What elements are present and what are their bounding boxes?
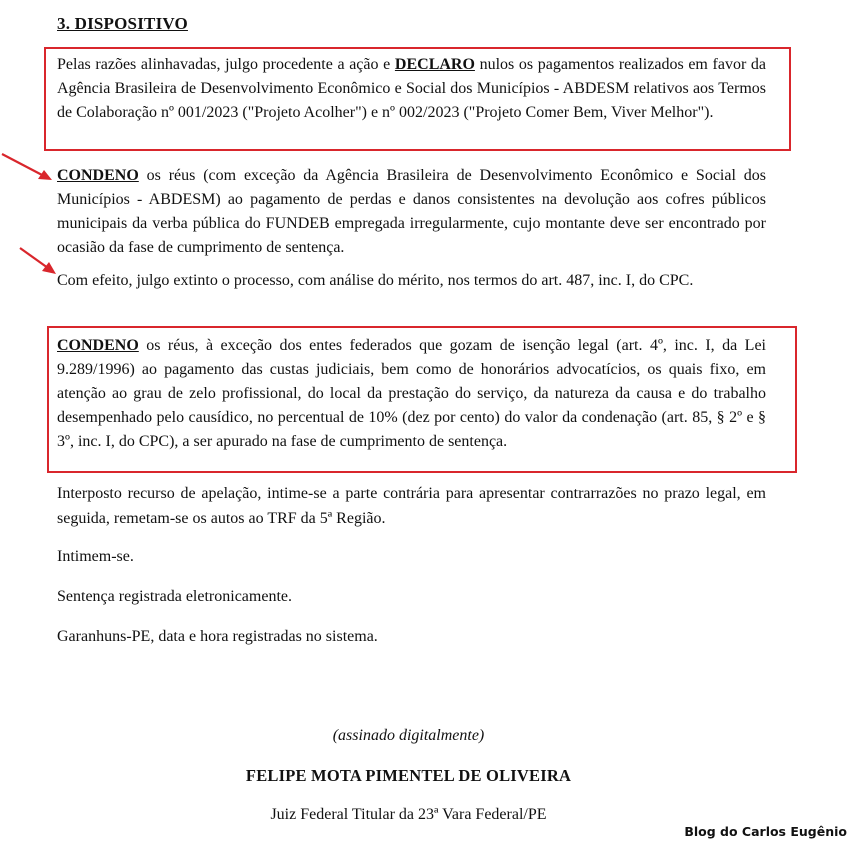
paragraph-extinto: Com efeito, julgo extinto o processo, com análise do mérito, nos termos do art. 487, inc. I, do CPC. <box>57 272 694 289</box>
section-heading: 3. DISPOSITIVO <box>57 14 188 33</box>
paragraph-declaro-prefix: Pelas razões alinhavadas, julgo procedente a ação e <box>57 56 395 73</box>
signature-name: FELIPE MOTA PIMENTEL DE OLIVEIRA <box>245 766 572 785</box>
red-arrow-icon <box>0 152 56 182</box>
red-arrow-icon <box>18 246 58 276</box>
paragraph-declaro <box>57 53 766 125</box>
paragraph-declaro-suffix: nulos os pagamentos realizados em favor da Agência Brasileira de Desenvolvimento Econômico e Social dos Municípios - ABDESM relativos aos Termos de Colaboração nº 001/2023 ("Projeto Acolher") e nº 002/2023 ("Projeto Comer Bem, Viver Melhor"). <box>57 56 767 121</box>
keyword-condeno-1: CONDENO <box>57 167 139 184</box>
paragraph-condeno-custas <box>57 334 766 454</box>
paragraph-condeno-custas-text: os réus, à exceção dos entes federados que gozam de isenção legal (art. 4º, inc. I, da Lei 9.289/1996) ao pagamento das custas judiciais, bem como de honorários advocatícios, os quais fixo, em atenção ao grau de zelo profissional, do local da prestação do serviço, da natureza da causa e do trabalho desempenhado pelo causídico, no percentual de 10% (dez por cento) do valor da condenação (art. 85, § 2º e § 3º, inc. I, do CPC), a ser apurado na fase de cumprimento de sentença. <box>57 337 766 450</box>
signature-note: (assinado digitalmente) <box>332 727 485 744</box>
paragraph-recurso: Interposto recurso de apelação, intime-se a parte contrária para apresentar contrarrazões no prazo legal, em seguida, remetam-se os autos ao TRF da 5ª Região. <box>57 485 766 527</box>
paragraph-registrada: Sentença registrada eletronicamente. <box>57 588 292 605</box>
paragraph-local-data: Garanhuns-PE, data e hora registradas no sistema. <box>57 628 378 645</box>
keyword-condeno-2: CONDENO <box>57 337 139 354</box>
paragraph-condeno-perdas-text: os réus (com exceção da Agência Brasileira de Desenvolvimento Econômico e Social dos Municípios - ABDESM) ao pagamento de perdas e danos consistentes na devolução aos cofres públicos municipais da verba pública do FUNDEB empregada irregularmente, cujo montante deve ser encontrado por ocasião da fase de cumprimento de sentença. <box>57 167 766 256</box>
keyword-declaro: DECLARO <box>394 56 475 73</box>
watermark: Blog do Carlos Eugênio <box>684 824 847 839</box>
paragraph-condeno-perdas <box>57 164 766 260</box>
signature-title: Juiz Federal Titular da 23ª Vara Federal/PE <box>270 806 547 823</box>
paragraph-intimem: Intimem-se. <box>57 548 134 565</box>
